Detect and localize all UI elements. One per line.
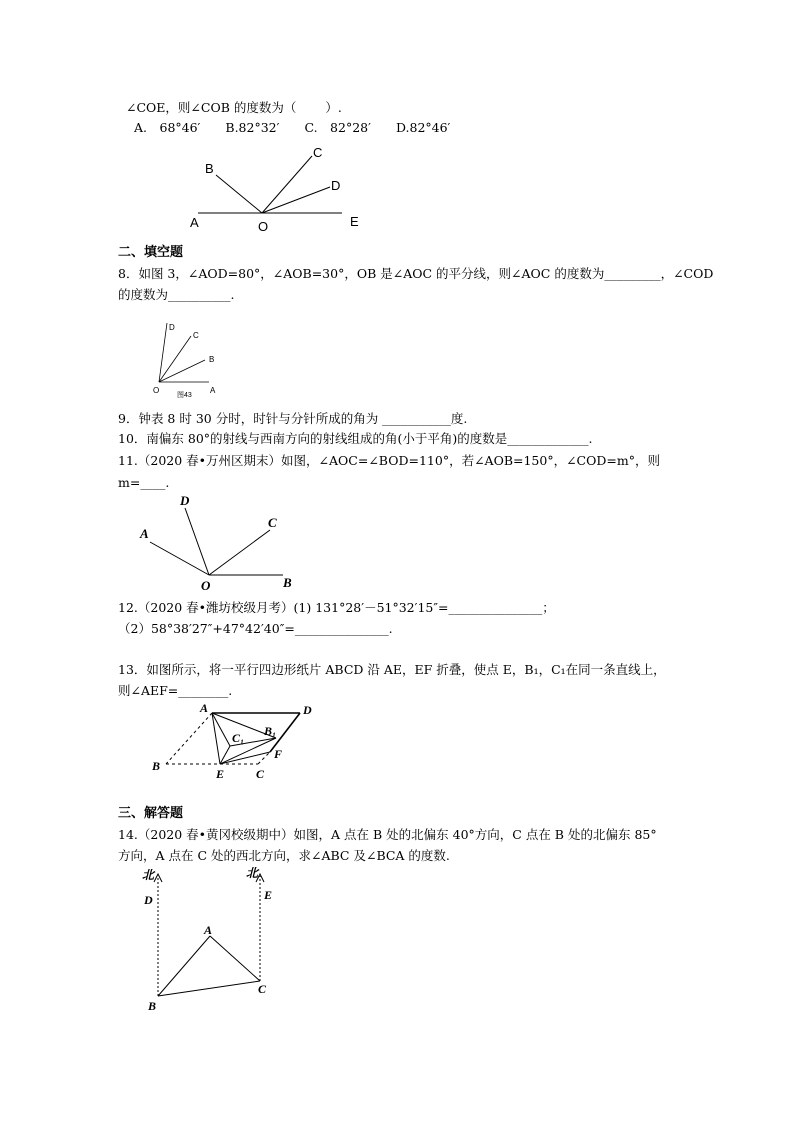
- figure-3: [135, 490, 305, 592]
- q14-line2: 方向，A 点在 C 处的西北方向，求∠ABC 及∠BCA 的度数.: [118, 848, 450, 863]
- q7-tail: ∠COE，则∠COB 的度数为（ ）.: [126, 100, 342, 115]
- svg-text:E: E: [264, 888, 273, 902]
- figure-5: [138, 862, 278, 1014]
- q8-line2: 的度数为__________.: [118, 287, 235, 302]
- svg-text:C: C: [258, 982, 267, 996]
- q11-line2: m=____.: [118, 475, 170, 490]
- q10: 10．南偏东 80°的射线与西南方向的射线组成的角(小于平角)的度数是_____________.: [118, 431, 593, 446]
- q13-line1: 13．如图所示，将一平行四边形纸片 ABCD 沿 AE，EF 折叠，使点 E，B₁，C₁在同一条直线上，: [118, 662, 666, 677]
- figure-2: [145, 318, 225, 400]
- svg-text:图43: 图43: [177, 392, 192, 399]
- figure-4: [148, 700, 328, 782]
- svg-text:B: B: [148, 999, 157, 1013]
- ray-ob: [216, 175, 262, 213]
- label-b: B: [205, 161, 214, 176]
- svg-text:C₁: C₁: [232, 731, 245, 745]
- q13-line2: 则∠AEF=________.: [118, 683, 233, 698]
- svg-text:D: D: [169, 323, 175, 332]
- label-e: E: [350, 214, 359, 229]
- q11-line1: 11.（2020 春•万州区期末）如图，∠AOC=∠BOD=110°，若∠AOB=150°，∠COD=m°，则: [118, 453, 660, 468]
- svg-text:北: 北: [142, 868, 155, 882]
- label-o: O: [258, 219, 269, 234]
- svg-text:B₁: B₁: [264, 724, 277, 738]
- svg-text:B: B: [209, 355, 215, 364]
- svg-text:C: C: [256, 767, 265, 781]
- figure-1: [180, 140, 380, 235]
- svg-text:A: A: [140, 526, 149, 541]
- q7-options: A. 68°46′ B.82°32′ C. 82°28′ D.82°46′: [134, 120, 451, 135]
- svg-text:C: C: [193, 331, 199, 340]
- ray-od: [262, 187, 330, 213]
- svg-text:O: O: [201, 578, 211, 592]
- q12-line1: 12.（2020 春•潍坊校级月考）(1) 131°28′－51°32′15″=_______________；: [118, 600, 555, 615]
- label-c: C: [313, 145, 323, 160]
- svg-text:F: F: [274, 747, 283, 761]
- svg-text:北: 北: [246, 866, 259, 880]
- svg-text:C: C: [268, 515, 277, 530]
- q9: 9．钟表 8 时 30 分时，时针与分针所成的角为 ___________度.: [118, 411, 468, 426]
- q8-line1: 8．如图 3，∠AOD=80°，∠AOB=30°，OB 是∠AOC 的平分线，则∠AOC 的度数为_________，∠COD: [118, 266, 714, 281]
- q12-line2: （2）58°38′27″+47°42′40″=_______________.: [118, 621, 393, 636]
- svg-text:D: D: [180, 493, 190, 508]
- ray-oc: [262, 156, 312, 213]
- svg-text:D: D: [303, 703, 312, 717]
- section-2-heading: 二、填空题: [118, 245, 184, 260]
- label-d: D: [331, 178, 341, 193]
- section-3-heading: 三、解答题: [118, 806, 184, 821]
- svg-text:B: B: [283, 575, 292, 590]
- q14-line1: 14.（2020 春•黄冈校级期中）如图，A 点在 B 处的北偏东 40°方向，C 点在 B 处的北偏东 85°: [118, 827, 657, 842]
- svg-text:A: A: [200, 701, 209, 715]
- label-a: A: [190, 215, 199, 230]
- svg-text:E: E: [216, 767, 225, 781]
- svg-text:D: D: [144, 893, 153, 907]
- svg-text:A: A: [204, 923, 213, 937]
- svg-text:B: B: [152, 759, 161, 773]
- svg-text:O: O: [153, 386, 160, 395]
- svg-text:A: A: [210, 386, 216, 395]
